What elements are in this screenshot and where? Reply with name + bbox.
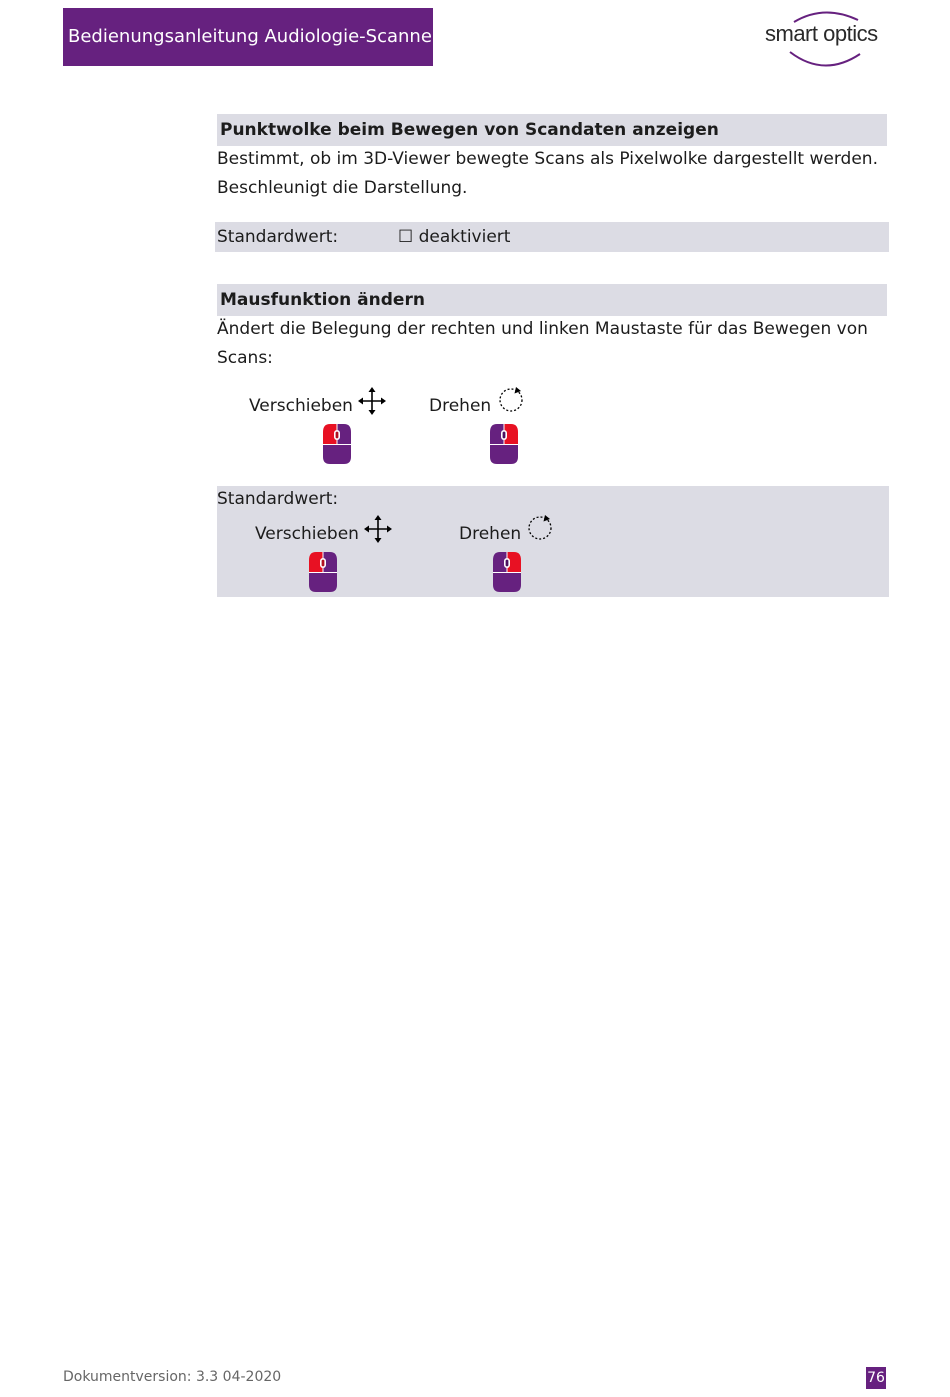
document-title: Bedienungsanleitung Audiologie-Scanner [68, 26, 440, 47]
default-value-deactivated: ☐ deaktiviert [398, 227, 511, 247]
move-arrows-icon [364, 515, 392, 543]
default-move-label: Verschieben [255, 524, 359, 544]
rotate-label: Drehen [429, 396, 492, 416]
brand-logo [760, 8, 890, 68]
document-version: Dokumentversion: 3.3 04-2020 [63, 1369, 282, 1385]
document-header [63, 8, 440, 66]
default-value-block-mouse-function [217, 486, 889, 597]
default-value-label: Standardwert: [217, 489, 339, 509]
mouse-right-button-icon [492, 551, 522, 593]
move-label: Verschieben [249, 396, 353, 416]
default-rotate-label: Drehen [459, 524, 522, 544]
section-description-mouse-function: Ändert die Belegung der rechten und linken Maustaste für das Bewegen von Scans: [217, 319, 868, 368]
page-number: 76 [866, 1367, 886, 1389]
move-arrows-icon [358, 387, 386, 415]
default-value-label: Standardwert: [217, 227, 339, 247]
section-description-point-cloud: Bestimmt, ob im 3D-Viewer bewegte Scans als Pixelwolke dargestellt werden. Beschleunigt die Darstellung. [217, 149, 878, 198]
section-heading-point-cloud: Punktwolke beim Bewegen von Scandaten anzeigen [217, 114, 887, 146]
mouse-left-button-icon [308, 551, 338, 593]
section-heading-mouse-function: Mausfunktion ändern [217, 284, 887, 316]
mouse-right-button-icon [489, 423, 519, 465]
default-value-row-point-cloud [215, 222, 889, 252]
rotate-icon [497, 386, 525, 414]
rotate-icon [526, 514, 554, 542]
logo-text: smart optics [765, 21, 878, 46]
mouse-left-button-icon [322, 423, 352, 465]
